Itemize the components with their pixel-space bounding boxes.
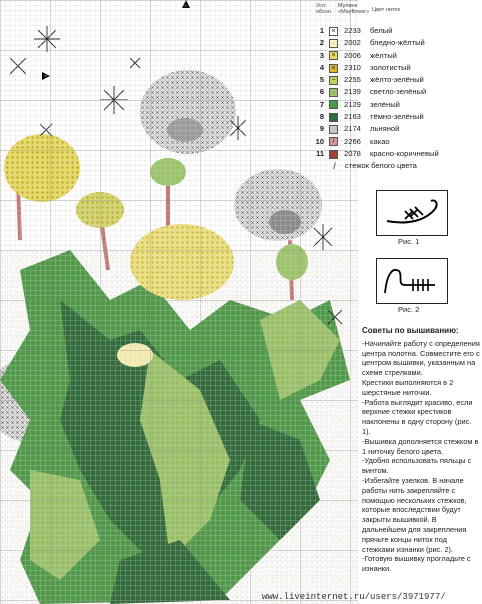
legend-header-color: Цвет ниток: [372, 7, 400, 13]
legend-row: [312, 50, 482, 62]
legend-code: 2310: [344, 62, 361, 72]
legend-number: 8: [319, 112, 324, 122]
legend-swatch: −: [329, 76, 338, 85]
legend-color-name: жёлтый: [370, 50, 397, 60]
legend-color-name: бледно-жёлтый: [370, 38, 425, 48]
thread-legend: [312, 3, 482, 173]
legend-number: 11: [316, 148, 324, 158]
tips-title: Советы по вышиванию:: [362, 326, 459, 335]
legend-code: 2233: [344, 26, 361, 35]
legend-swatch: ×: [329, 27, 338, 36]
legend-swatch: ×: [329, 64, 338, 73]
legend-color-name: зелёный: [370, 99, 400, 109]
legend-swatch: [329, 125, 338, 134]
legend-number: 5: [319, 75, 324, 85]
legend-number: 2: [319, 38, 324, 48]
legend-code: 2002: [344, 38, 361, 48]
legend-swatch: /: [329, 137, 338, 146]
legend-rows: [312, 25, 482, 160]
legend-number: 7: [319, 99, 324, 109]
knot-diagram-icon: [377, 259, 447, 303]
tip-item: -Работа выглядит красиво, если верхние стежки крестиков наклонены в одну сторону (рис. 1).: [362, 397, 473, 436]
legend-row: [312, 25, 482, 37]
stitch-diagram-icon: [377, 191, 447, 235]
legend-color-name: жёлто-зелёный: [370, 75, 424, 85]
figure-2: [376, 258, 448, 304]
tip-item: -Вышивка дополняется стежком в 1 ниточку белого цвета.: [362, 436, 479, 456]
legend-row: [312, 123, 482, 135]
legend-color-name: золотистый: [370, 62, 411, 72]
embroidery-tips: [362, 326, 480, 574]
legend-row: [312, 148, 482, 160]
legend-code: 2129: [344, 99, 361, 109]
legend-swatch: [329, 113, 338, 122]
legend-color-name: светло-зелёный: [370, 87, 427, 97]
legend-color-name: тёмно-зелёный: [370, 112, 424, 122]
source-url[interactable]: www.liveinternet.ru/users/3971977/: [262, 592, 446, 602]
legend-color-name: льняной: [370, 124, 400, 134]
figure-1-caption: Рис. 1: [398, 237, 420, 246]
legend-header-symbol: Усл. обозн.: [316, 3, 333, 15]
legend-header: [312, 3, 482, 25]
legend-code: 2174: [344, 124, 361, 134]
tip-item: -Готовую вышивку прогладьте с изнанки.: [362, 554, 471, 574]
legend-header-mouline: Мулине «Mayflower»: [338, 3, 370, 15]
legend-row: [312, 136, 482, 148]
tip-item: -Начинайте работу с определения центра полотна. Совместите его с центром вышивки, указанным на схеме стрелками.: [362, 338, 480, 378]
legend-color-name: белый: [370, 26, 393, 35]
legend-row-white-stitch: [312, 160, 482, 172]
legend-swatch: [329, 100, 338, 109]
white-stitch-icon: /: [333, 161, 336, 172]
legend-swatch: ·: [329, 39, 338, 48]
legend-swatch: ·: [329, 88, 338, 97]
legend-swatch: ×: [329, 51, 338, 60]
legend-swatch: [329, 150, 338, 159]
legend-code: 2163: [344, 112, 361, 122]
legend-row: [312, 86, 482, 98]
legend-number: 6: [319, 87, 324, 97]
legend-code: 2078: [344, 148, 361, 158]
legend-row: [312, 62, 482, 74]
tip-item: -Удобно использовать пяльцы с винтом.: [362, 456, 472, 476]
legend-code: 2255: [344, 75, 361, 85]
legend-number: 9: [319, 124, 324, 134]
legend-code: 2266: [344, 136, 361, 146]
legend-row: [312, 99, 482, 111]
legend-row: [312, 37, 482, 49]
legend-color-name: красно-коричневый: [370, 148, 439, 158]
tip-item: -Избегайте узелков. В начале работы нить закрепляйте с помощью нескольких стежков, которые впоследствии будут закрыты вышивкой. В дальнейшем для закрепления прячьте концы ниток под стежками изнанки (рис. 2).: [362, 475, 467, 554]
figure-1: [376, 190, 448, 236]
legend-number: 4: [319, 62, 324, 72]
legend-row: [312, 111, 482, 123]
tip-item: Крестики выполняются в 2 шерстяные ниточки.: [362, 377, 454, 397]
tips-list: [362, 339, 480, 574]
white-stitch-label: стежок белого цвета: [345, 161, 417, 171]
legend-color-name: какао: [370, 136, 390, 146]
legend-row: [312, 74, 482, 86]
figure-2-caption: Рис. 2: [398, 305, 420, 314]
legend-number: 10: [315, 136, 324, 146]
legend-code: 2006: [344, 50, 361, 60]
legend-number: 1: [319, 26, 324, 35]
legend-number: 3: [319, 50, 324, 60]
legend-code: 2139: [344, 87, 361, 97]
